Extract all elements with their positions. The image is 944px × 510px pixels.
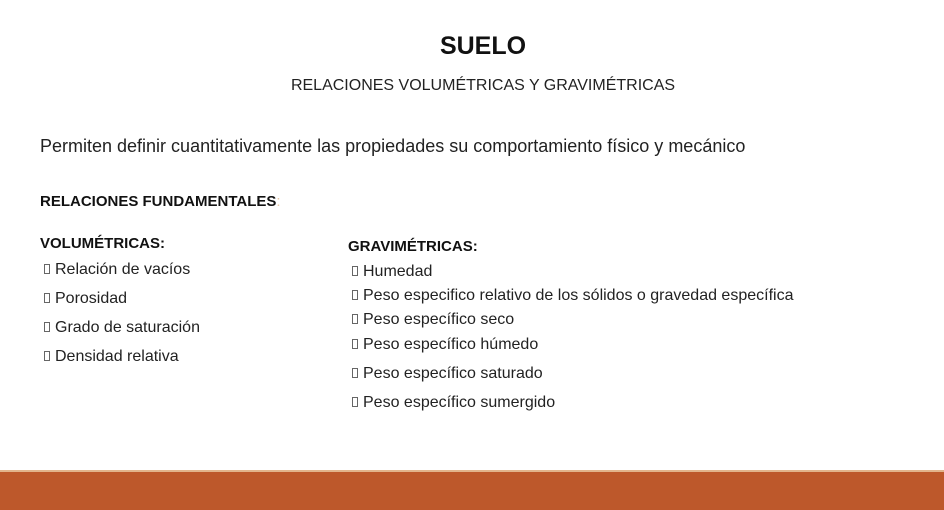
list-item-label: Peso especifico relativo de los sólidos o gravedad específica	[363, 287, 794, 304]
list-item	[352, 394, 555, 412]
fundamentals-colon: :	[276, 193, 281, 210]
fundamentals-heading	[40, 193, 281, 210]
bullet-icon	[44, 264, 50, 274]
bullet-icon	[44, 351, 50, 361]
list-item	[352, 287, 793, 305]
list-item-label: Relación de vacíos	[55, 261, 191, 278]
bullet-icon	[352, 266, 358, 276]
list-item-label: Grado de saturación	[55, 319, 200, 336]
slide-title: SUELO	[439, 32, 527, 60]
bullet-icon	[44, 293, 50, 303]
footer-bar	[0, 472, 944, 510]
list-item-label: Humedad	[363, 263, 433, 280]
slide-subtitle: RELACIONES VOLUMÉTRICAS Y GRAVIMÉTRICAS	[290, 77, 676, 94]
list-item-label: Peso específico seco	[363, 311, 515, 328]
volumetric-heading: VOLUMÉTRICAS:	[40, 235, 165, 252]
list-item	[44, 348, 179, 366]
gravimetric-heading: GRAVIMÉTRICAS:	[348, 238, 478, 255]
list-item-label: Peso específico saturado	[363, 365, 543, 382]
list-item	[44, 261, 190, 279]
bullet-icon	[352, 290, 358, 300]
bullet-icon	[352, 397, 358, 407]
list-item	[352, 263, 432, 281]
bullet-icon	[352, 368, 358, 378]
list-item	[352, 336, 538, 354]
bullet-icon	[44, 322, 50, 332]
list-item-label: Densidad relativa	[55, 348, 179, 365]
fundamentals-label: RELACIONES FUNDAMENTALES	[40, 193, 277, 210]
list-item	[44, 319, 200, 337]
intro-text: Permiten definir cuantitativamente las propiedades su comportamiento físico y mecánico	[40, 136, 746, 156]
list-item	[352, 365, 543, 383]
list-item-label: Peso específico sumergido	[363, 394, 556, 411]
bullet-icon	[352, 339, 358, 349]
list-item-label: Peso específico húmedo	[363, 336, 539, 353]
list-item	[352, 311, 514, 329]
list-item-label: Porosidad	[55, 290, 128, 307]
list-item	[44, 290, 127, 308]
bullet-icon	[352, 314, 358, 324]
